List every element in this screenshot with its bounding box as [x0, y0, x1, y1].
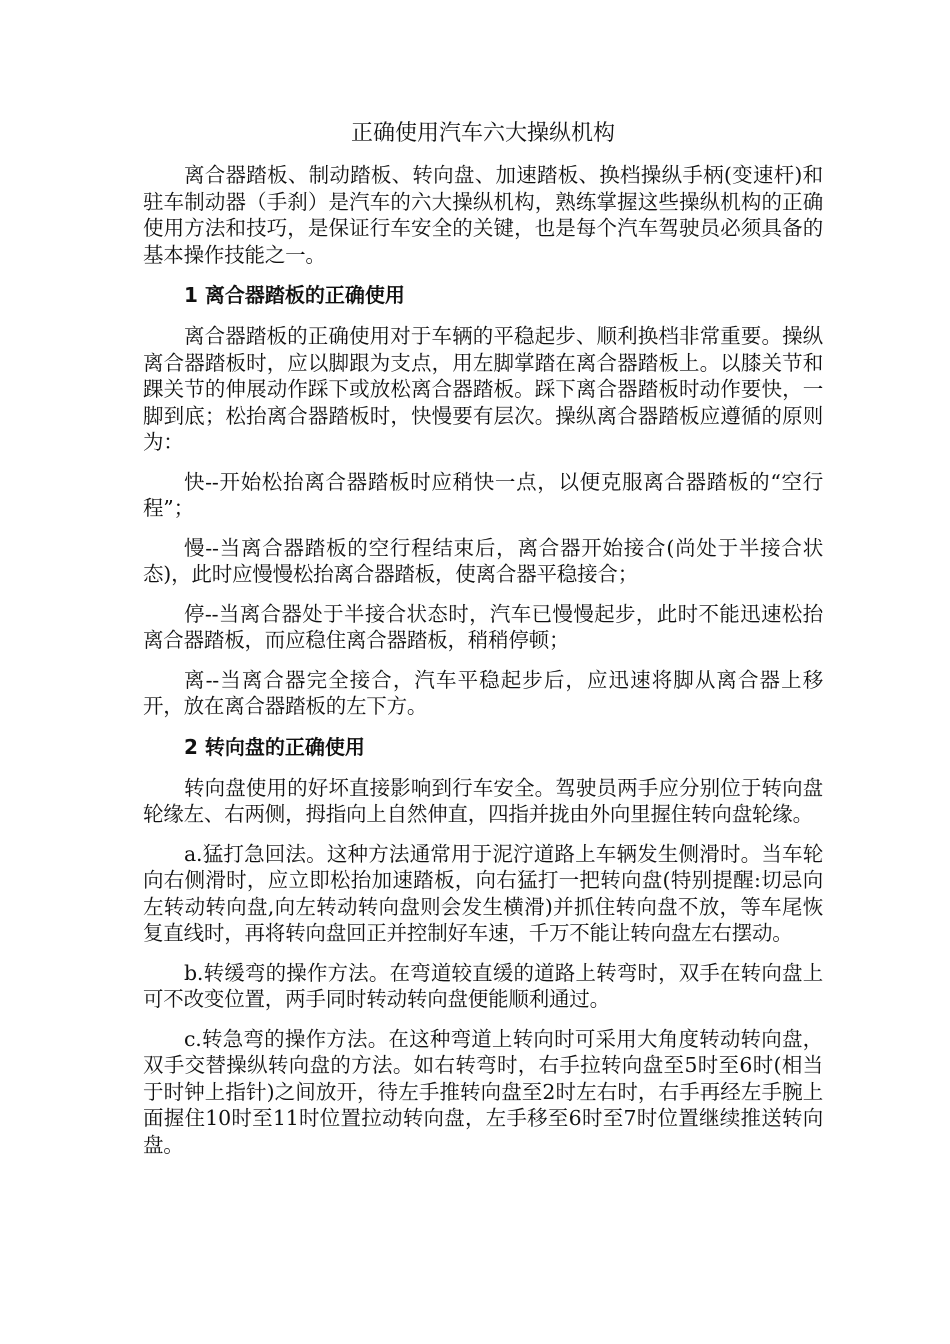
intro-paragraph: 离合器踏板、制动踏板、转向盘、加速踏板、换档操纵手柄(变速杆)和驻车制动器（手刹）是汽车的六大操纵机构，熟练掌握这些操纵机构的正确使用方法和技巧，是保证行车安全的关键，也是每个汽车驾驶员必须具备的基本操作技能之一。: [143, 163, 823, 267]
document-title: 正确使用汽车六大操纵机构: [350, 121, 615, 146]
paragraph: 快--开始松抬离合器踏板时应稍快一点，以便克服离合器踏板的“空行程”；: [143, 469, 823, 520]
paragraph: 转向盘使用的好坏直接影响到行车安全。驾驶员两手应分别位于转向盘轮缘左、右两侧，拇指向上自然伸直，四指并拢由外向里握住转向盘轮缘。: [143, 775, 823, 826]
paragraph: 慢--当离合器踏板的空行程结束后，离合器开始接合(尚处于半接合状态)，此时应慢慢松抬离合器踏板，使离合器平稳接合；: [143, 535, 823, 586]
paragraph: b.转缓弯的操作方法。在弯道较直缓的道路上转弯时，双手在转向盘上可不改变位置，两手同时转动转向盘便能顺利通过。: [143, 960, 823, 1011]
section-heading-steering: 2 转向盘的正确使用: [184, 734, 365, 759]
paragraph: c.转急弯的操作方法。在这种弯道上转向时可采用大角度转动转向盘，双手交替操纵转向盘的方法。如右转弯时，右手拉转向盘至5时至6时(相当于时钟上指针)之间放开，待左手推转向盘至2时左右时，右手再经左手腕上面握住10时至11时位置拉动转向盘，左手移至6时至7时位置继续推送转向盘。: [143, 1026, 823, 1157]
paragraph: a.猛打急回法。这种方法通常用于泥泞道路上车辆发生侧滑时。当车轮向右侧滑时，应立即松抬加速踏板，向右猛打一把转向盘(特别提醒:切忌向左转动转向盘,向左转动转向盘则会发生横滑)并抓住转向盘不放，等车尾恢复直线时，再将转向盘回正并控制好车速，千万不能让转向盘左右摆动。: [143, 841, 823, 945]
paragraph: 停--当离合器处于半接合状态时，汽车已慢慢起步，此时不能迅速松抬离合器踏板，而应稳住离合器踏板，稍稍停顿；: [143, 601, 823, 652]
paragraph: 离合器踏板的正确使用对于车辆的平稳起步、顺利换档非常重要。操纵离合器踏板时，应以脚跟为支点，用左脚掌踏在离合器踏板上。以膝关节和踝关节的伸展动作踩下或放松离合器踏板。踩下离合器踏板时动作要快，一脚到底；松抬离合器踏板时，快慢要有层次。操纵离合器踏板应遵循的原则为：: [143, 324, 823, 454]
paragraph: 离--当离合器完全接合，汽车平稳起步后，应迅速将脚从离合器上移开，放在离合器踏板的左下方。: [143, 667, 823, 718]
document-page: [143, 118, 823, 1171]
section-heading-clutch: 1 离合器踏板的正确使用: [184, 283, 405, 307]
